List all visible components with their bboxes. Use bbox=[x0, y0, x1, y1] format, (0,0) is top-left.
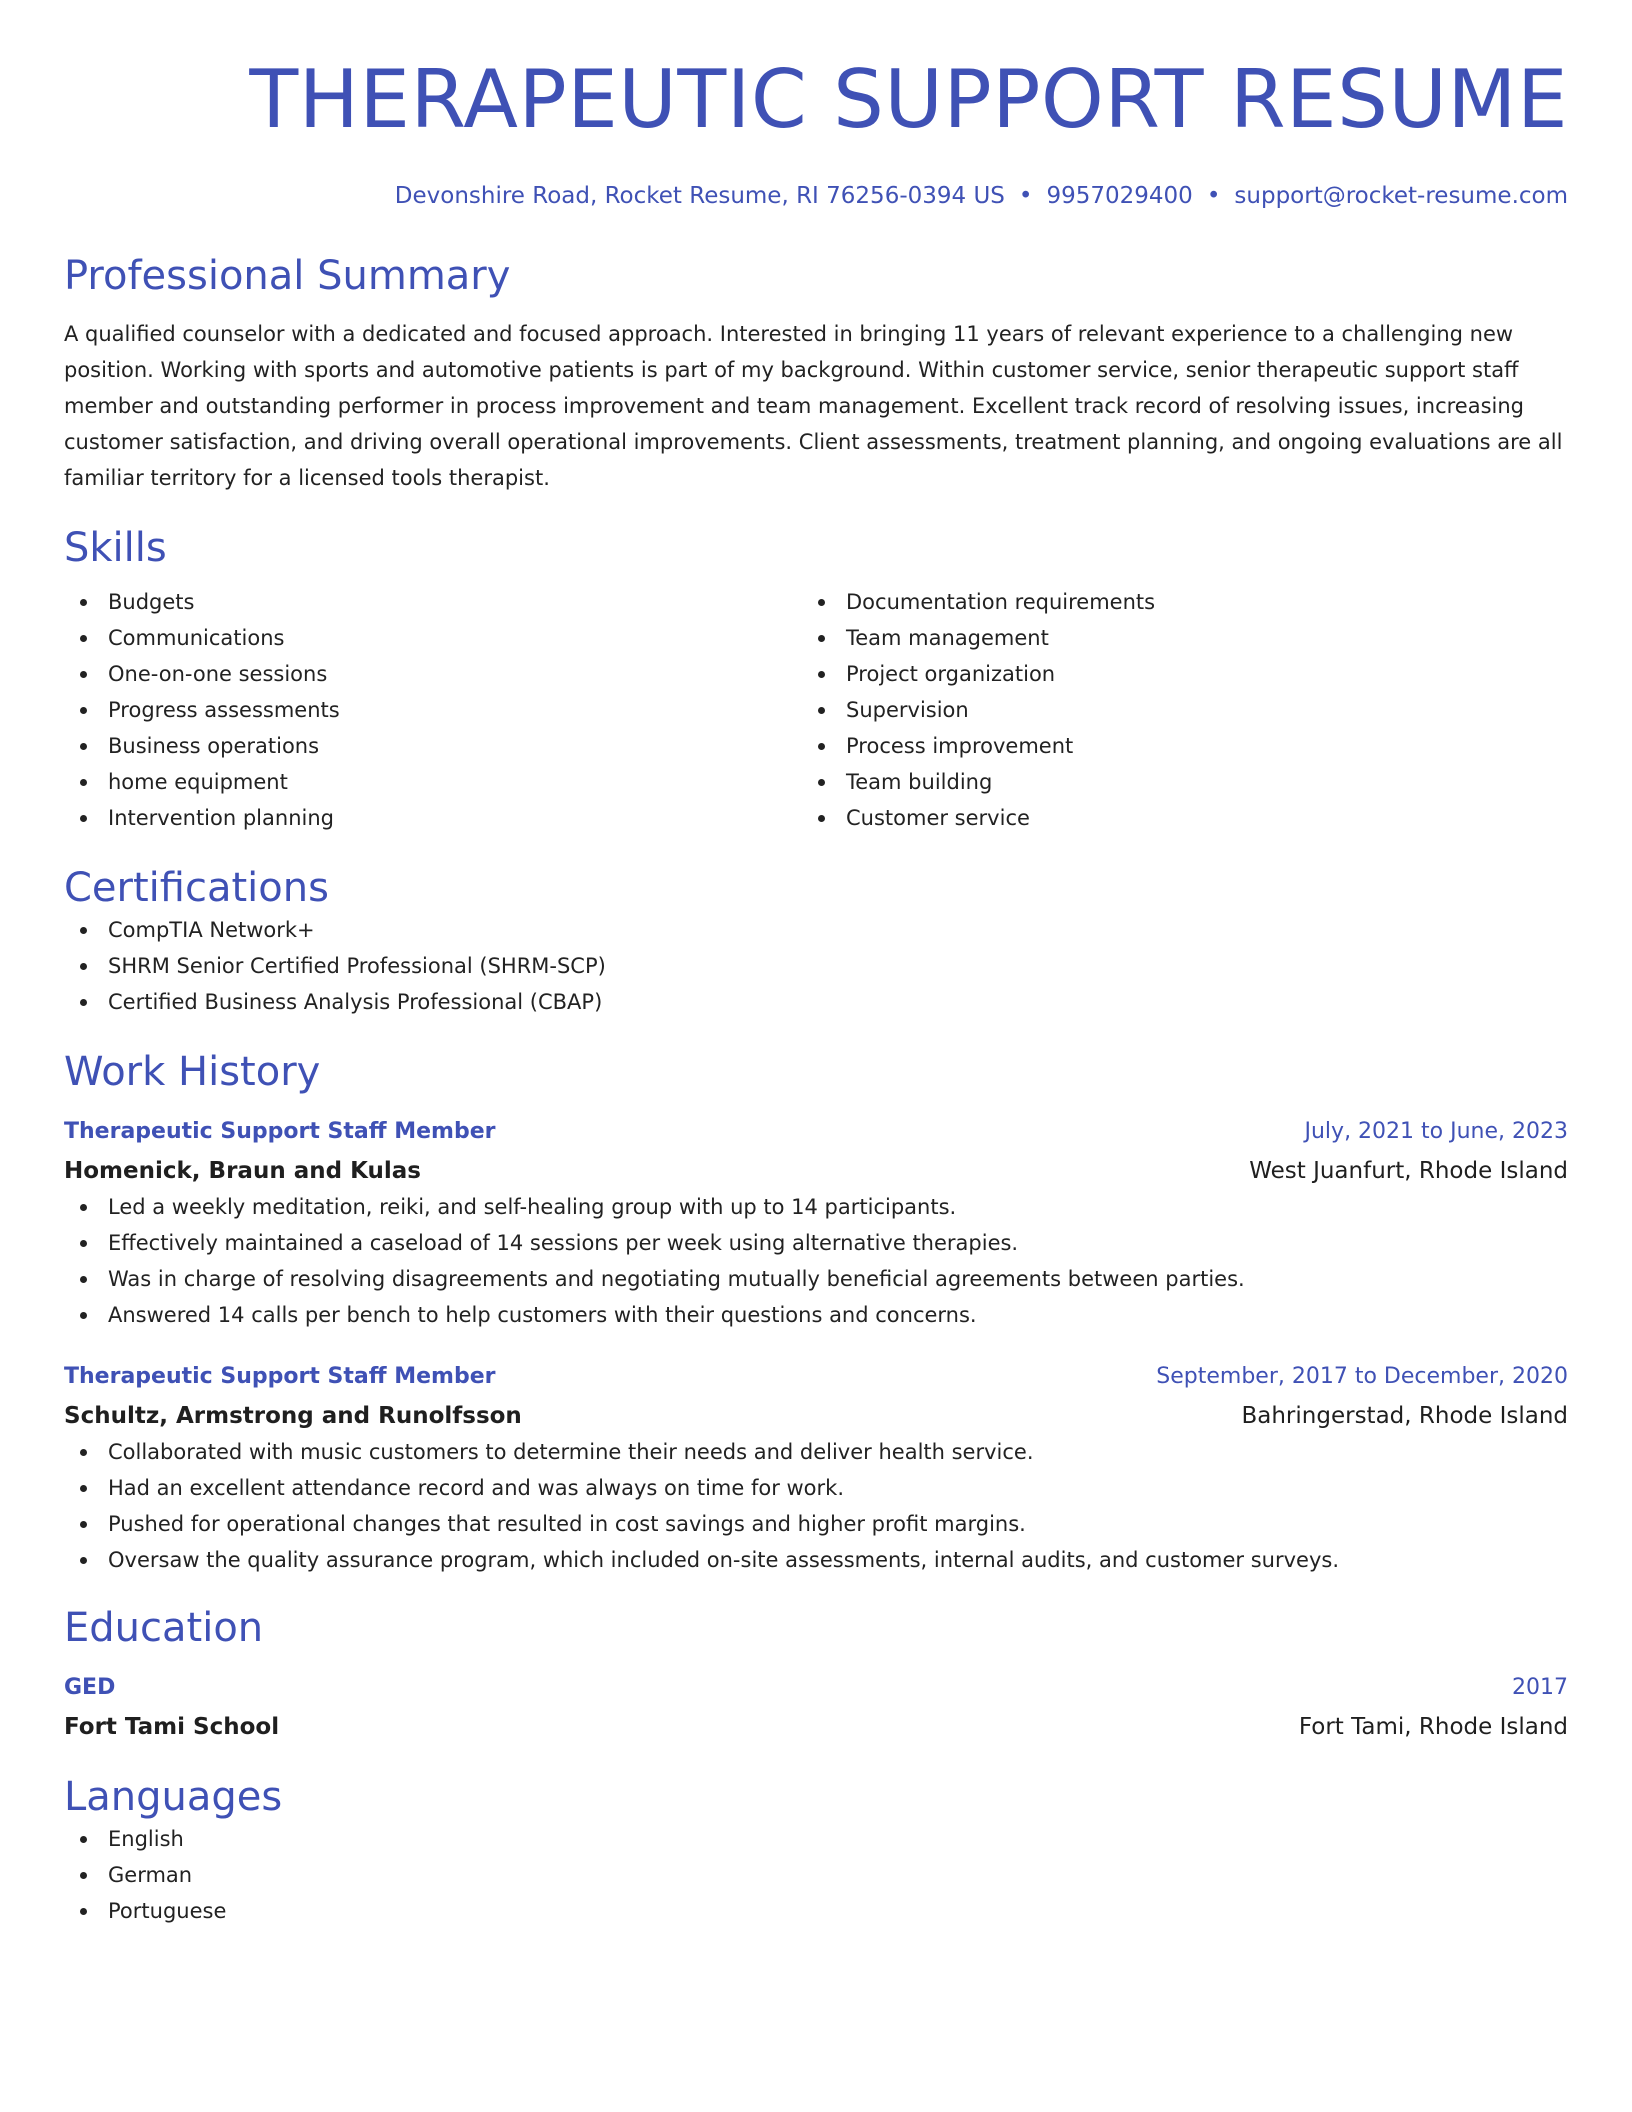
job-duty-item bbox=[64, 1542, 1568, 1578]
job-employer-row bbox=[64, 1150, 1568, 1189]
job-duties-list bbox=[64, 1189, 1568, 1333]
job-duty-item bbox=[64, 1189, 1568, 1225]
skill-item bbox=[802, 584, 1155, 620]
language-item bbox=[64, 1821, 1568, 1857]
job-title: Therapeutic Support Staff Member bbox=[64, 1119, 496, 1144]
job-header-row bbox=[64, 1114, 1568, 1150]
languages-heading: Languages bbox=[64, 1774, 283, 1820]
job-duty-item bbox=[64, 1506, 1568, 1542]
skill-label: Customer service bbox=[846, 806, 1030, 830]
job-duty-text: Collaborated with music customers to determine their needs and deliver health service. bbox=[108, 1440, 1034, 1464]
job-header-row bbox=[64, 1359, 1568, 1395]
skill-item bbox=[64, 620, 802, 656]
skills-columns bbox=[64, 584, 1568, 836]
skill-label: Intervention planning bbox=[108, 806, 334, 830]
language-item bbox=[64, 1857, 1568, 1893]
bullet-dot bbox=[80, 1240, 87, 1247]
skill-label: Process improvement bbox=[846, 734, 1074, 758]
job-duty-item bbox=[64, 1225, 1568, 1261]
education-entry bbox=[64, 1670, 1568, 1745]
contact-email: support@rocket-resume.com bbox=[1234, 183, 1568, 209]
bullet-dot bbox=[818, 599, 825, 606]
education-school-row bbox=[64, 1706, 1568, 1745]
job-duty-item bbox=[64, 1261, 1568, 1297]
skill-item bbox=[64, 764, 802, 800]
certifications-list bbox=[64, 912, 1568, 1020]
bullet-dot bbox=[80, 1557, 87, 1564]
bullet-dot bbox=[80, 671, 87, 678]
education-location: Fort Tami, Rhode Island bbox=[1298, 1714, 1568, 1740]
bullet-dot bbox=[80, 999, 87, 1006]
education-school: Fort Tami School bbox=[64, 1714, 280, 1740]
bullet-dot bbox=[80, 1204, 87, 1211]
certification-item bbox=[64, 912, 1568, 948]
bullet-dot bbox=[80, 815, 87, 822]
certification-item bbox=[64, 984, 1568, 1020]
job-entry bbox=[64, 1359, 1568, 1578]
language-item bbox=[64, 1893, 1568, 1929]
job-duty-text: Oversaw the quality assurance program, which included on-site assessments, internal audits, and customer surveys. bbox=[108, 1548, 1340, 1572]
skill-item bbox=[64, 800, 802, 836]
skill-item bbox=[802, 764, 1155, 800]
skill-label: One-on-one sessions bbox=[108, 662, 328, 686]
education-degree: GED bbox=[64, 1675, 116, 1700]
bullet-dot bbox=[80, 1521, 87, 1528]
job-duty-text: Pushed for operational changes that resulted in cost savings and higher profit margins. bbox=[108, 1512, 1026, 1536]
skill-label: Project organization bbox=[846, 662, 1056, 686]
job-duty-text: Effectively maintained a caseload of 14 sessions per week using alternative therapies. bbox=[108, 1231, 1019, 1255]
job-duty-item bbox=[64, 1470, 1568, 1506]
language-label: German bbox=[108, 1863, 193, 1887]
bullet-separator: • bbox=[1018, 183, 1033, 209]
language-label: Portuguese bbox=[108, 1899, 227, 1923]
bullet-dot bbox=[818, 671, 825, 678]
certification-label: SHRM Senior Certified Professional (SHRM-SCP) bbox=[108, 954, 606, 978]
bullet-dot bbox=[818, 779, 825, 786]
bullet-dot bbox=[818, 815, 825, 822]
bullet-dot bbox=[818, 635, 825, 642]
skills-list-left bbox=[64, 584, 802, 836]
language-label: English bbox=[108, 1827, 184, 1851]
skill-item bbox=[802, 800, 1155, 836]
skills-list-right bbox=[802, 584, 1155, 836]
bullet-dot bbox=[80, 1485, 87, 1492]
job-entry bbox=[64, 1114, 1568, 1333]
skill-label: Team management bbox=[846, 626, 1049, 650]
skill-item bbox=[64, 656, 802, 692]
bullet-dot bbox=[80, 779, 87, 786]
bullet-dot bbox=[80, 963, 87, 970]
job-duties-list bbox=[64, 1434, 1568, 1578]
skill-label: Communications bbox=[108, 626, 285, 650]
bullet-dot bbox=[80, 1312, 87, 1319]
bullet-dot bbox=[80, 1836, 87, 1843]
certification-item bbox=[64, 948, 1568, 984]
job-duty-text: Led a weekly meditation, reiki, and self-healing group with up to 14 participants. bbox=[108, 1195, 957, 1219]
bullet-dot bbox=[80, 1276, 87, 1283]
job-location: West Juanfurt, Rhode Island bbox=[1249, 1158, 1568, 1184]
bullet-dot bbox=[818, 707, 825, 714]
skill-item bbox=[802, 692, 1155, 728]
contact-address: Devonshire Road, Rocket Resume, RI 76256-0394 US bbox=[394, 183, 1005, 209]
job-duty-item bbox=[64, 1434, 1568, 1470]
summary-text: A qualified counselor with a dedicated and focused approach. Interested in bringing 11 years of relevant experience to a challenging new position. Working with sports and automotive patients is part of my background. Within customer service, senior therapeutic support staff member and outstanding performer in process improvement and team management. Excellent track record of resolving issues, increasing customer satisfaction, and driving overall operational improvements. Client assessments, treatment planning, and ongoing evaluations are all familiar territory for a licensed tools therapist. bbox=[64, 322, 1563, 490]
bullet-dot bbox=[80, 635, 87, 642]
bullet-dot bbox=[80, 927, 87, 934]
bullet-dot bbox=[80, 1872, 87, 1879]
bullet-dot bbox=[80, 707, 87, 714]
job-employer: Schultz, Armstrong and Runolfsson bbox=[64, 1403, 522, 1429]
education-degree-row bbox=[64, 1670, 1568, 1706]
resume-title: THERAPEUTIC SUPPORT RESUME bbox=[249, 53, 1568, 146]
job-duty-text: Answered 14 calls per bench to help customers with their questions and concerns. bbox=[108, 1303, 977, 1327]
bullet-dot bbox=[80, 599, 87, 606]
skill-label: Business operations bbox=[108, 734, 320, 758]
certification-label: CompTIA Network+ bbox=[108, 918, 315, 942]
skill-item bbox=[802, 620, 1155, 656]
skill-label: home equipment bbox=[108, 770, 288, 794]
job-dates: July, 2021 to June, 2023 bbox=[1304, 1119, 1568, 1144]
bullet-dot bbox=[80, 1908, 87, 1915]
job-dates: September, 2017 to December, 2020 bbox=[1156, 1364, 1568, 1389]
skill-item bbox=[802, 728, 1155, 764]
skill-label: Documentation requirements bbox=[846, 590, 1156, 614]
skill-item bbox=[64, 692, 802, 728]
certification-label: Certified Business Analysis Professional (CBAP) bbox=[108, 990, 603, 1014]
languages-list bbox=[64, 1821, 1568, 1929]
skill-label: Budgets bbox=[108, 590, 195, 614]
skill-item bbox=[802, 656, 1155, 692]
work-history-heading: Work History bbox=[64, 1049, 321, 1095]
summary-heading: Professional Summary bbox=[64, 253, 511, 299]
skill-label: Supervision bbox=[846, 698, 969, 722]
skill-label: Team building bbox=[846, 770, 993, 794]
contact-phone: 9957029400 bbox=[1046, 183, 1193, 209]
skills-heading: Skills bbox=[64, 525, 167, 571]
job-employer: Homenick, Braun and Kulas bbox=[64, 1158, 421, 1184]
job-title: Therapeutic Support Staff Member bbox=[64, 1364, 496, 1389]
education-year: 2017 bbox=[1512, 1675, 1568, 1700]
job-employer-row bbox=[64, 1395, 1568, 1434]
bullet-dot bbox=[80, 1449, 87, 1456]
job-duty-item bbox=[64, 1297, 1568, 1333]
bullet-separator: • bbox=[1206, 183, 1221, 209]
skill-label: Progress assessments bbox=[108, 698, 340, 722]
job-duty-text: Was in charge of resolving disagreements and negotiating mutually beneficial agreements between parties. bbox=[108, 1267, 1245, 1291]
contact-line bbox=[64, 180, 1568, 212]
bullet-dot bbox=[818, 743, 825, 750]
skill-item bbox=[64, 728, 802, 764]
bullet-dot bbox=[80, 743, 87, 750]
certifications-heading: Certifications bbox=[64, 865, 329, 911]
skill-item bbox=[64, 584, 802, 620]
job-duty-text: Had an excellent attendance record and was always on time for work. bbox=[108, 1476, 845, 1500]
education-heading: Education bbox=[64, 1605, 264, 1651]
job-location: Bahringerstad, Rhode Island bbox=[1241, 1403, 1568, 1429]
